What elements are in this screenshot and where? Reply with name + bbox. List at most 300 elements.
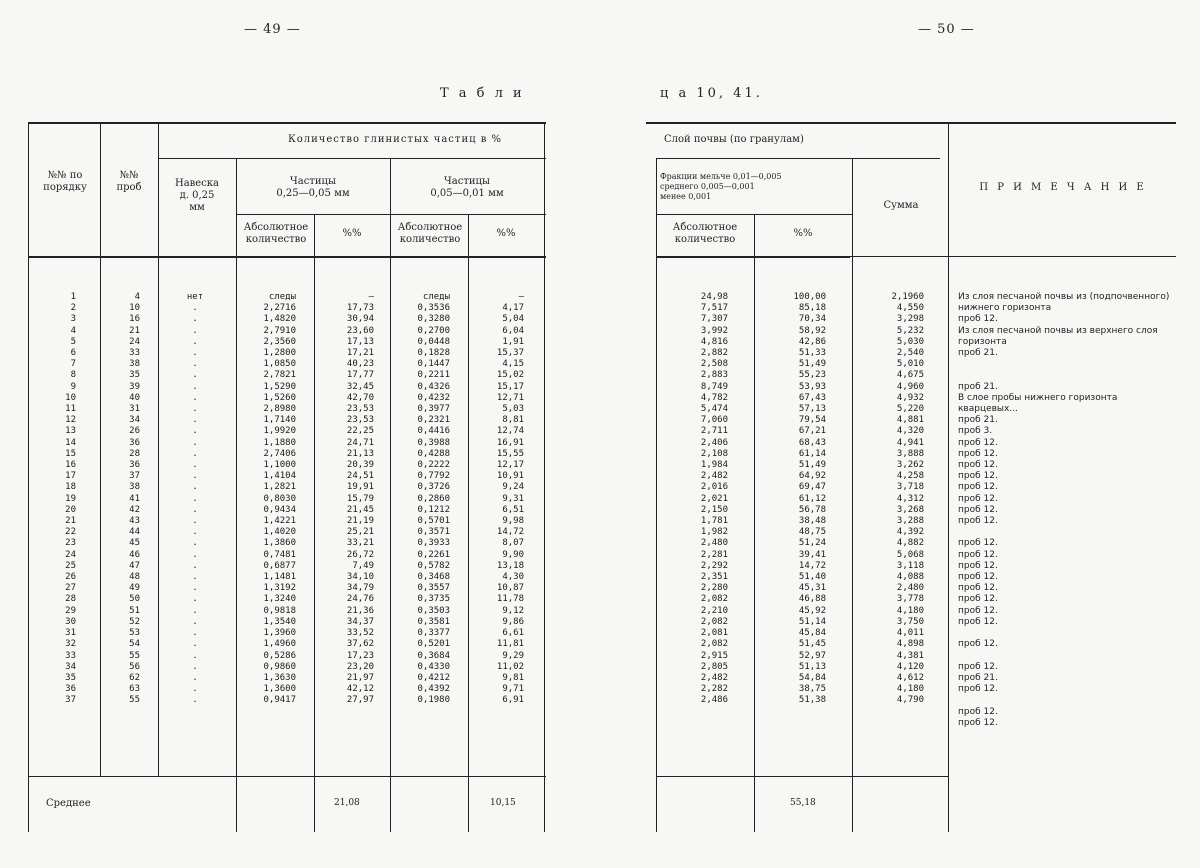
- cell-prob-number: 48: [129, 572, 140, 583]
- cell-note: проб 12.: [958, 437, 998, 448]
- cell-pct2: 9,81: [502, 672, 524, 683]
- cell-note: проб 12.: [958, 549, 998, 560]
- vline-left-edge: [28, 122, 29, 832]
- cell-note: В слое пробы нижнего горизонта кварцевых...: [958, 392, 1118, 415]
- cell-pct2: 1,91: [502, 336, 524, 347]
- cell-abs2: 0,3536: [417, 303, 450, 314]
- cell-abs2: 0,4288: [417, 448, 450, 459]
- cell-pct1: 22,25: [346, 426, 374, 437]
- cell-fraction: .: [192, 538, 198, 549]
- cell-pct-right: 70,34: [798, 314, 826, 325]
- cell-row-number: 35: [65, 672, 76, 683]
- cell-sum-right: 5,068: [896, 549, 924, 560]
- cell-pct-right: 55,23: [798, 370, 826, 381]
- cell-row-number: 20: [65, 504, 76, 515]
- cell-sum-right: 5,232: [896, 325, 924, 336]
- cell-pct2: 15,37: [496, 348, 524, 359]
- cell-note: проб 21.: [958, 381, 998, 392]
- header-col-prob: №№ проб: [116, 170, 142, 193]
- cell-abs-right: 2,486: [700, 695, 728, 706]
- cell-pct2: 4,17: [502, 303, 524, 314]
- cell-pct2: 8,81: [502, 415, 524, 426]
- header-col-fraction: Навеска д. 0,25 мм: [174, 178, 220, 213]
- cell-abs1: 1,7140: [263, 415, 296, 426]
- cell-pct-right: 100,00: [793, 292, 826, 302]
- cell-note: проб 12.: [958, 706, 998, 717]
- cell-pct1: 17,73: [346, 303, 374, 314]
- cell-abs2: 0,4232: [417, 392, 450, 403]
- cell-pct2: 8,07: [502, 538, 524, 549]
- cell-pct2: 4,15: [502, 359, 524, 370]
- cell-row-number: 21: [65, 516, 76, 527]
- cell-pct1: 30,94: [346, 314, 374, 325]
- cell-prob-number: 47: [129, 560, 140, 571]
- cell-abs1: 1,3540: [263, 616, 296, 627]
- cell-row-number: 33: [65, 650, 76, 661]
- vline-col-num: [100, 122, 101, 777]
- cell-fraction: .: [192, 560, 198, 571]
- cell-pct2: 10,87: [496, 583, 524, 594]
- cell-sum-right: 3,288: [896, 516, 924, 527]
- cell-pct2: 12,71: [496, 392, 524, 403]
- cell-pct1: 33,52: [346, 628, 374, 639]
- cell-abs-right: 2,282: [700, 684, 728, 695]
- cell-prob-number: 41: [129, 493, 140, 504]
- cell-sum-right: 4,550: [896, 303, 924, 314]
- cell-pct2: 12,17: [496, 460, 524, 471]
- cell-abs1: 1,4960: [263, 639, 296, 650]
- cell-pct1: 37,62: [346, 639, 374, 650]
- cell-abs1: 1,3600: [263, 684, 296, 695]
- cell-note: проб 12.: [958, 717, 998, 728]
- cell-pct-right: 53,93: [798, 381, 826, 392]
- cell-prob-number: 55: [129, 650, 140, 661]
- cell-row-number: 26: [65, 572, 76, 583]
- cell-pct2: 9,90: [502, 549, 524, 560]
- cell-row-number: 15: [65, 448, 76, 459]
- cell-note: [958, 527, 1178, 538]
- cell-abs2: 0,3933: [417, 538, 450, 549]
- cell-sum-right: 4,881: [896, 415, 924, 426]
- cell-row-number: 19: [65, 493, 76, 504]
- cell-row-number: 32: [65, 639, 76, 650]
- cell-abs1: 1,2800: [263, 348, 296, 359]
- cell-abs2: 0,1828: [417, 348, 450, 359]
- cell-pct-right: 51,40: [798, 572, 826, 583]
- table-top-rule-left: [28, 122, 546, 124]
- cell-note: проб 12.: [958, 516, 998, 527]
- cell-abs1: 2,8980: [263, 404, 296, 415]
- cell-sum-right: 4,180: [896, 684, 924, 695]
- vline-col-fraction: [236, 158, 237, 832]
- cell-note: проб 21.: [958, 348, 998, 359]
- table-top-rule-right: [646, 122, 1176, 124]
- cell-abs1: 2,7821: [263, 370, 296, 381]
- cell-fraction: .: [192, 516, 198, 527]
- cell-fraction: .: [192, 616, 198, 627]
- footer-pct2: 10,15: [490, 798, 516, 808]
- vline-right-pct: [754, 214, 755, 832]
- table-caption-right: ц а 10, 41.: [660, 86, 763, 101]
- cell-row-number: 23: [65, 538, 76, 549]
- vline-right-sum: [852, 158, 853, 832]
- cell-fraction: нет: [186, 292, 204, 302]
- cell-abs1: 1,1481: [263, 572, 296, 583]
- cell-pct1: 24,76: [346, 594, 374, 605]
- cell-pct-right: 79,54: [798, 415, 826, 426]
- cell-pct-right: 54,84: [798, 672, 826, 683]
- cell-abs-right: 2,882: [700, 348, 728, 359]
- cell-pct2: 10,91: [496, 471, 524, 482]
- cell-row-number: 3: [70, 314, 76, 325]
- cell-sum-right: 3,118: [896, 560, 924, 571]
- cell-abs-right: 2,406: [700, 437, 728, 448]
- cell-pct1: 17,77: [346, 370, 374, 381]
- cell-abs-right: 2,292: [700, 560, 728, 571]
- cell-prob-number: 38: [129, 359, 140, 370]
- cell-abs-right: 2,150: [700, 504, 728, 515]
- cell-fraction: .: [192, 628, 198, 639]
- cell-abs1: следы: [268, 292, 296, 302]
- cell-note: Из слоя песчаной почвы из (подпочвенного) нижнего горизонта: [958, 292, 1170, 314]
- cell-fraction: .: [192, 572, 198, 583]
- cell-row-number: 2: [70, 303, 76, 314]
- cell-pct-right: 48,75: [798, 527, 826, 538]
- cell-abs2: 0,4392: [417, 684, 450, 695]
- cell-pct-right: 46,88: [798, 594, 826, 605]
- cell-abs2: 0,3503: [417, 605, 450, 616]
- cell-note: проб 12.: [958, 504, 998, 515]
- cell-sum-right: 4,381: [896, 650, 924, 661]
- cell-abs2: 0,3468: [417, 572, 450, 583]
- cell-pct-right: 61,12: [798, 493, 826, 504]
- header-bottom-rule-right: [656, 256, 850, 258]
- cell-sum-right: 3,298: [896, 314, 924, 325]
- sub-rule-left: [236, 214, 546, 215]
- header-sum: Сумма: [883, 200, 919, 211]
- cell-abs1: 0,7481: [263, 549, 296, 560]
- cell-row-number: 16: [65, 460, 76, 471]
- cell-pct2: 9,71: [502, 684, 524, 695]
- cell-abs1: 1,1880: [263, 437, 296, 448]
- cell-fraction: .: [192, 639, 198, 650]
- cell-pct1: 34,10: [346, 572, 374, 583]
- cell-pct-right: 39,41: [798, 549, 826, 560]
- cell-abs2: 0,2211: [417, 370, 450, 381]
- cell-abs2: 0,2222: [417, 460, 450, 471]
- cell-abs-right: 2,082: [700, 594, 728, 605]
- cell-abs2: 0,4330: [417, 661, 450, 672]
- cell-row-number: 1: [70, 292, 76, 302]
- cell-abs2: 0,3684: [417, 650, 450, 661]
- cell-note: проб 12.: [958, 616, 998, 627]
- cell-sum-right: 3,888: [896, 448, 924, 459]
- cell-fraction: .: [192, 314, 198, 325]
- cell-pct-right: 68,43: [798, 437, 826, 448]
- cell-abs2: 0,3988: [417, 437, 450, 448]
- cell-pct-right: 64,92: [798, 471, 826, 482]
- cell-pct-right: 51,13: [798, 661, 826, 672]
- cell-sum-right: 4,180: [896, 605, 924, 616]
- cell-row-number: 4: [70, 325, 76, 336]
- notes-column: [958, 292, 1178, 729]
- cell-abs1: 2,2716: [263, 303, 296, 314]
- cell-abs-right: 2,508: [700, 359, 728, 370]
- cell-sum-right: 5,010: [896, 359, 924, 370]
- cell-note: проб 12.: [958, 661, 998, 672]
- cell-pct2: 9,98: [502, 516, 524, 527]
- cell-pct1: 21,36: [346, 605, 374, 616]
- cell-sum-right: 3,718: [896, 482, 924, 493]
- cell-prob-number: 49: [129, 583, 140, 594]
- cell-abs2: 0,3977: [417, 404, 450, 415]
- cell-sum-right: 4,932: [896, 392, 924, 403]
- cell-row-number: 30: [65, 616, 76, 627]
- cell-fraction: .: [192, 527, 198, 538]
- cell-pct1: 23,53: [346, 404, 374, 415]
- cell-pct1: 21,13: [346, 448, 374, 459]
- cell-abs-right: 3,992: [700, 325, 728, 336]
- sub-rule-right: [656, 214, 852, 215]
- cell-sum-right: 4,312: [896, 493, 924, 504]
- cell-prob-number: 45: [129, 538, 140, 549]
- cell-abs1: 1,4820: [263, 314, 296, 325]
- cell-pct1: 21,45: [346, 504, 374, 515]
- vline-col-prob: [158, 122, 159, 777]
- cell-pct2: 11,81: [496, 639, 524, 650]
- cell-row-number: 11: [65, 404, 76, 415]
- cell-pct1: 26,72: [346, 549, 374, 560]
- cell-row-number: 29: [65, 605, 76, 616]
- cell-pct2: 14,72: [496, 527, 524, 538]
- cell-note: проб 12.: [958, 493, 998, 504]
- column-abs-right: [668, 292, 728, 707]
- cell-pct1: 42,12: [346, 684, 374, 695]
- cell-prob-number: 26: [129, 426, 140, 437]
- cell-pct-right: 58,92: [798, 325, 826, 336]
- cell-sum-right: 3,778: [896, 594, 924, 605]
- cell-pct-right: 51,49: [798, 460, 826, 471]
- cell-note: проб 12.: [958, 460, 998, 471]
- cell-abs-right: 7,307: [700, 314, 728, 325]
- cell-pct2: 9,12: [502, 605, 524, 616]
- cell-abs-right: 2,351: [700, 572, 728, 583]
- cell-pct1: 23,20: [346, 661, 374, 672]
- cell-pct-right: 85,18: [798, 303, 826, 314]
- cell-prob-number: 16: [129, 314, 140, 325]
- cell-abs-right: 2,915: [700, 650, 728, 661]
- cell-prob-number: 54: [129, 639, 140, 650]
- cell-abs1: 1,3240: [263, 594, 296, 605]
- column-prob-numbers: [108, 292, 140, 707]
- cell-row-number: 10: [65, 392, 76, 403]
- cell-pct2: 6,04: [502, 325, 524, 336]
- cell-pct1: 27,97: [346, 695, 374, 706]
- cell-abs1: 0,8030: [263, 493, 296, 504]
- cell-row-number: 34: [65, 661, 76, 672]
- cell-note: проб 12.: [958, 684, 998, 695]
- cell-prob-number: 42: [129, 504, 140, 515]
- cell-note: проб 12.: [958, 538, 998, 549]
- cell-abs1: 1,5290: [263, 381, 296, 392]
- cell-abs-right: 7,060: [700, 415, 728, 426]
- cell-abs2: 0,3557: [417, 583, 450, 594]
- header-group-right: Слой почвы (по гранулам): [664, 134, 804, 145]
- cell-abs1: 0,6877: [263, 560, 296, 571]
- cell-fraction: .: [192, 381, 198, 392]
- cell-pct-right: 51,45: [798, 639, 826, 650]
- cell-abs2: 0,7792: [417, 471, 450, 482]
- cell-row-number: 5: [70, 336, 76, 347]
- cell-sum-right: 4,258: [896, 471, 924, 482]
- cell-fraction: .: [192, 359, 198, 370]
- cell-fraction: .: [192, 348, 198, 359]
- cell-abs-right: 2,021: [700, 493, 728, 504]
- cell-abs2: 0,2321: [417, 415, 450, 426]
- cell-abs2: 0,5201: [417, 639, 450, 650]
- cell-pct1: 19,91: [346, 482, 374, 493]
- cell-row-number: 27: [65, 583, 76, 594]
- cell-sum-right: 4,392: [896, 527, 924, 538]
- cell-pct-right: 51,38: [798, 695, 826, 706]
- header-bottom-rule-right2: [850, 256, 1176, 257]
- cell-fraction: .: [192, 437, 198, 448]
- cell-sum-right: 2,1960: [891, 292, 924, 302]
- cell-prob-number: 43: [129, 516, 140, 527]
- cell-pct1: —: [368, 292, 374, 302]
- cell-abs2: 0,3571: [417, 527, 450, 538]
- cell-note: проб 21.: [958, 415, 998, 426]
- cell-abs1: 0,9434: [263, 504, 296, 515]
- cell-pct1: 33,21: [346, 538, 374, 549]
- cell-abs2: 0,3280: [417, 314, 450, 325]
- cell-abs1: 0,5286: [263, 650, 296, 661]
- cell-fraction: .: [192, 426, 198, 437]
- cell-prob-number: 4: [134, 292, 140, 302]
- cell-abs2: 0,3726: [417, 482, 450, 493]
- header-notes: П Р И М Е Ч А Н И Е: [979, 182, 1147, 193]
- cell-abs-right: 2,082: [700, 616, 728, 627]
- header-group-main: Количество глинистых частиц в %: [287, 134, 503, 145]
- cell-abs-right: 24,98: [700, 292, 728, 302]
- cell-abs2: 0,4326: [417, 381, 450, 392]
- cell-abs2: 0,4212: [417, 672, 450, 683]
- cell-prob-number: 56: [129, 661, 140, 672]
- table-caption-left: Т а б л и: [440, 86, 525, 101]
- cell-abs2: 0,0448: [417, 336, 450, 347]
- cell-prob-number: 10: [129, 303, 140, 314]
- cell-prob-number: 28: [129, 448, 140, 459]
- cell-prob-number: 34: [129, 415, 140, 426]
- cell-abs2: 0,5782: [417, 560, 450, 571]
- cell-pct-right: 38,75: [798, 684, 826, 695]
- cell-note: проб 12.: [958, 639, 998, 650]
- cell-prob-number: 63: [129, 684, 140, 695]
- cell-abs1: 1,3860: [263, 538, 296, 549]
- cell-abs-right: 2,482: [700, 471, 728, 482]
- cell-prob-number: 35: [129, 370, 140, 381]
- cell-pct-right: 51,24: [798, 538, 826, 549]
- cell-abs1: 1,9920: [263, 426, 296, 437]
- cell-fraction: .: [192, 482, 198, 493]
- cell-prob-number: 40: [129, 392, 140, 403]
- cell-pct2: 11,02: [496, 661, 524, 672]
- cell-sum-right: 3,262: [896, 460, 924, 471]
- cell-abs-right: 2,805: [700, 661, 728, 672]
- cell-row-number: 8: [70, 370, 76, 381]
- cell-sum-right: 5,220: [896, 404, 924, 415]
- header-col-num: №№ по порядку: [43, 170, 87, 193]
- cell-abs1: 0,9417: [263, 695, 296, 706]
- cell-fraction: .: [192, 583, 198, 594]
- cell-prob-number: 36: [129, 460, 140, 471]
- cell-row-number: 18: [65, 482, 76, 493]
- cell-abs-right: 2,108: [700, 448, 728, 459]
- cell-abs-right: 2,281: [700, 549, 728, 560]
- cell-prob-number: 55: [129, 695, 140, 706]
- cell-pct-right: 45,84: [798, 628, 826, 639]
- vline-abs1: [314, 214, 315, 832]
- header-abs-right: Абсолютное количество: [672, 222, 738, 245]
- cell-prob-number: 39: [129, 381, 140, 392]
- cell-pct2: 5,03: [502, 404, 524, 415]
- cell-sum-right: 5,030: [896, 336, 924, 347]
- cell-abs2: 0,2700: [417, 325, 450, 336]
- cell-abs2: 0,1212: [417, 504, 450, 515]
- cell-pct2: 16,91: [496, 437, 524, 448]
- column-fraction: [170, 292, 220, 707]
- cell-pct-right: 51,14: [798, 616, 826, 627]
- cell-fraction: .: [192, 404, 198, 415]
- cell-pct1: 21,97: [346, 672, 374, 683]
- cell-fraction: .: [192, 415, 198, 426]
- cell-note: проб 12.: [958, 583, 998, 594]
- vline-right-notes: [948, 122, 949, 832]
- group-rule-right: [656, 158, 940, 159]
- cell-pct1: 17,21: [346, 348, 374, 359]
- cell-note: [958, 370, 1178, 381]
- cell-pct-right: 61,14: [798, 448, 826, 459]
- cell-pct1: 17,13: [346, 336, 374, 347]
- cell-pct-right: 42,86: [798, 336, 826, 347]
- cell-pct-right: 45,92: [798, 605, 826, 616]
- cell-abs-right: 2,081: [700, 628, 728, 639]
- cell-sum-right: 4,898: [896, 639, 924, 650]
- header-abs1: Абсолютное количество: [243, 222, 309, 245]
- cell-abs-right: 7,517: [700, 303, 728, 314]
- cell-prob-number: 62: [129, 672, 140, 683]
- column-pct2: [472, 292, 524, 707]
- footer-label: Среднее: [46, 798, 91, 809]
- cell-pct1: 42,70: [346, 392, 374, 403]
- cell-pct1: 17,23: [346, 650, 374, 661]
- cell-row-number: 37: [65, 695, 76, 706]
- cell-prob-number: 52: [129, 616, 140, 627]
- cell-pct2: 6,91: [502, 695, 524, 706]
- cell-note: проб 12.: [958, 471, 998, 482]
- cell-abs-right: 1,982: [700, 527, 728, 538]
- cell-fraction: .: [192, 392, 198, 403]
- cell-fraction: .: [192, 493, 198, 504]
- cell-sum-right: 4,320: [896, 426, 924, 437]
- cell-pct1: 34,79: [346, 583, 374, 594]
- cell-pct2: 9,29: [502, 650, 524, 661]
- vline-abs2: [468, 214, 469, 832]
- cell-fraction: .: [192, 303, 198, 314]
- header-sub2: Частицы 0,05—0,01 мм: [430, 176, 504, 199]
- cell-abs-right: 2,482: [700, 672, 728, 683]
- cell-abs2: 0,4416: [417, 426, 450, 437]
